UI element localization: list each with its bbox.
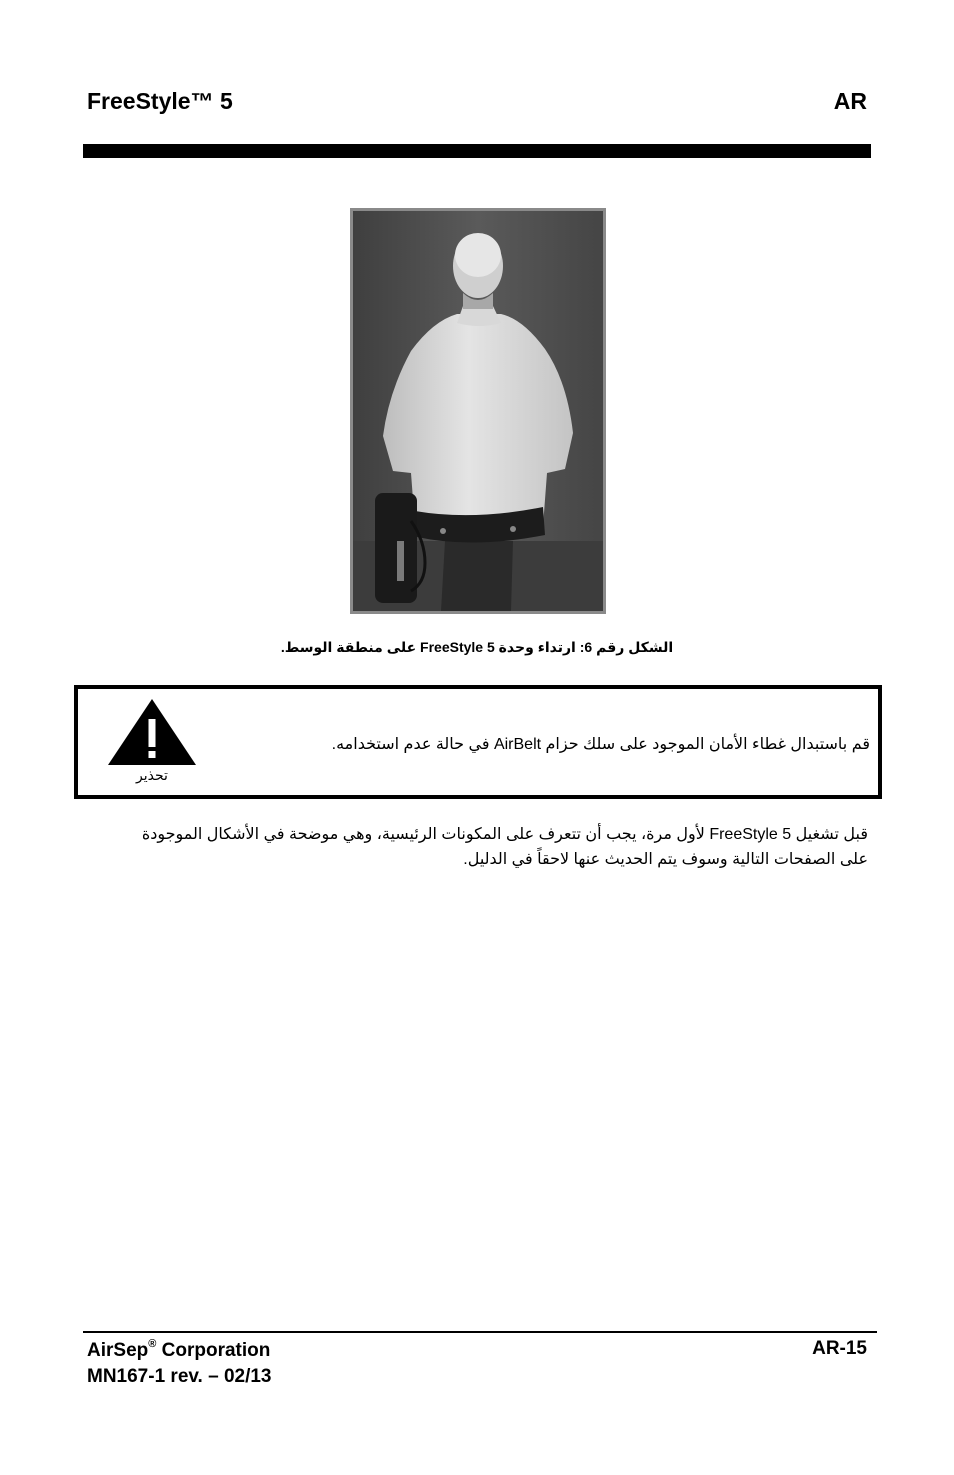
figure-photo — [350, 208, 606, 614]
footer-company-name: AirSep — [87, 1340, 149, 1361]
warning-label: تحذير — [136, 767, 168, 783]
figure-caption: الشكل رقم 6: ارتداء وحدة FreeStyle 5 على منطقة الوسط. — [280, 639, 674, 655]
header-product-title: FreeStyle™ 5 — [87, 88, 233, 114]
footer-company-suffix: Corporation — [156, 1340, 271, 1361]
warning-box — [74, 685, 882, 799]
warning-triangle-icon — [106, 697, 198, 767]
body-paragraph: قبل تشغيل FreeStyle 5 لأول مرة، يجب أن تتعرف على المكونات الرئيسية، وهي موضحة في الأشكال الموجودة على الصفحات التالية وسوف يتم الحديث عنها لاحقاً في الدليل. — [141, 826, 868, 868]
footer-company — [87, 1338, 272, 1364]
header-rule — [83, 144, 871, 158]
registered-mark: ® — [148, 1338, 157, 1350]
header-language-code: AR — [833, 88, 867, 114]
footer-page-number: AR-15 — [812, 1338, 867, 1359]
warning-text: قم باستبدال غطاء الأمان الموجود على سلك حزام AirBelt في حالة عدم استخدامه. — [331, 736, 870, 753]
footer-left — [87, 1338, 272, 1390]
footer-doc-revision: MN167-1 rev. – 02/13 — [87, 1366, 272, 1387]
footer-rule — [83, 1331, 877, 1333]
